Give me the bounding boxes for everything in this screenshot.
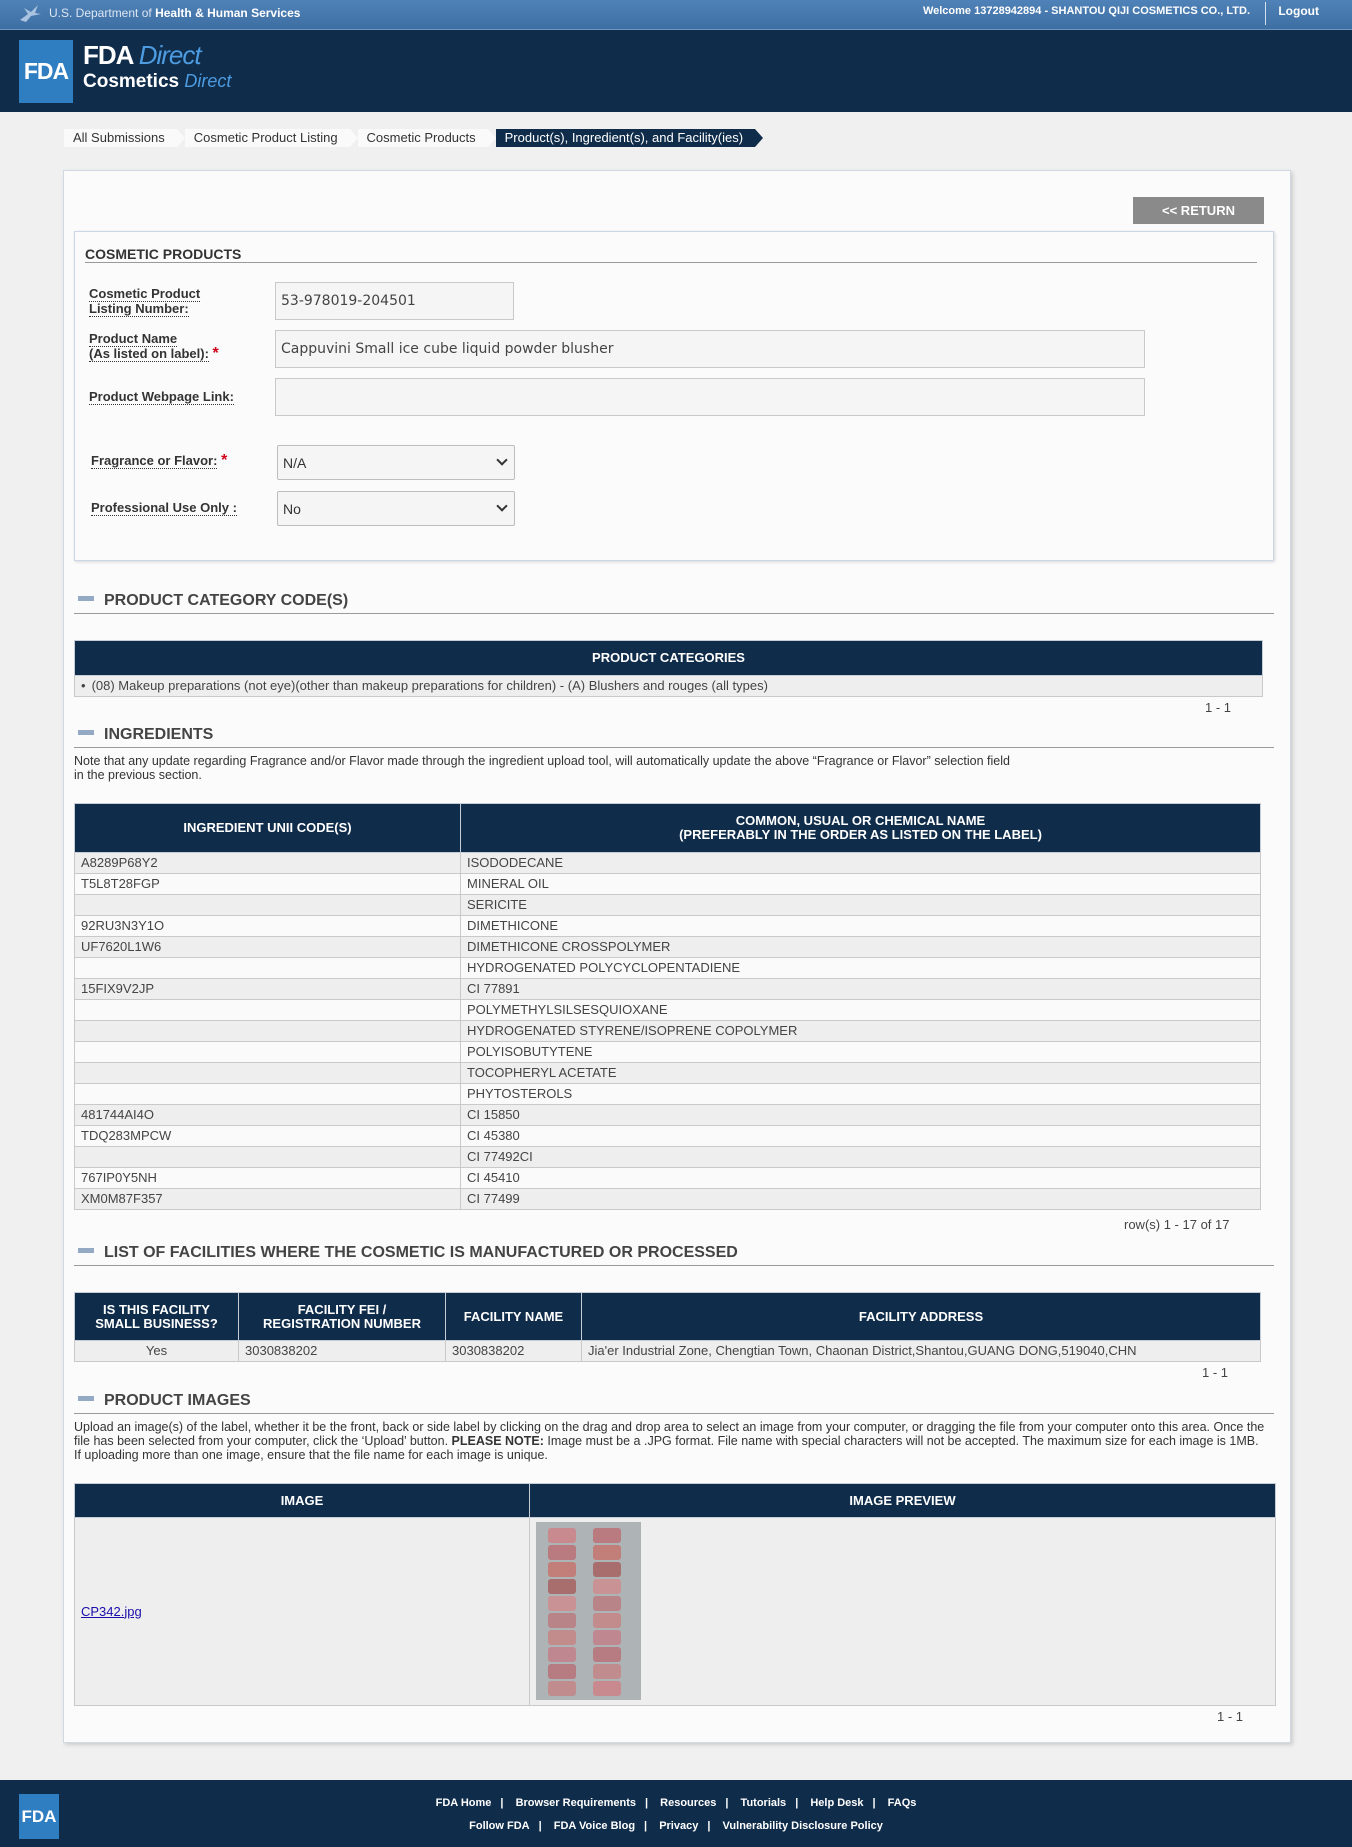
facilities-table <box>74 1292 1261 1362</box>
welcome-text: Welcome 13728942894 - SHANTOU QIJI COSMETICS CO., LTD. <box>922 5 1250 17</box>
product-bottle-thumbnail <box>548 1613 576 1628</box>
table-row <box>75 853 1261 874</box>
product-bottle-thumbnail <box>548 1647 576 1662</box>
images-pager: 1 - 1 <box>1217 1709 1244 1724</box>
ingredient-unii-code: 15FIX9V2JP <box>75 979 461 1000</box>
ingredient-name: HYDROGENATED POLYCYCLOPENTADIENE <box>461 958 1261 979</box>
listing-number-field[interactable]: 53-978019-204501 <box>275 282 514 320</box>
ingredient-unii-code <box>75 1042 461 1063</box>
ingredient-name: DIMETHICONE <box>461 916 1261 937</box>
product-bottle-thumbnail <box>593 1664 621 1679</box>
category-item: • (08) Makeup preparations (not eye)(other than makeup preparations for children) - (A) Blushers and rouges (all types) <box>75 676 1263 697</box>
ingredient-unii-code <box>75 1147 461 1168</box>
ingredients-body <box>75 853 1261 1210</box>
facility-address: Jia'er Industrial Zone, Chengtian Town, Chaonan District,Shantou,GUANG DONG,519040,CHN <box>582 1341 1261 1362</box>
webpage-link-label: Product Webpage Link: <box>89 389 234 404</box>
table-row <box>75 1084 1261 1105</box>
table-row <box>75 1189 1261 1210</box>
ingredient-unii-code: TDQ283MPCW <box>75 1126 461 1147</box>
facility-fei: 3030838202 <box>239 1341 446 1362</box>
ingredient-name: CI 77499 <box>461 1189 1261 1210</box>
column-header-facility-name: FACILITY NAME <box>446 1293 582 1341</box>
column-header-image: IMAGE <box>75 1484 530 1518</box>
ingredients-table <box>74 803 1261 1210</box>
footer-link-follow-fda[interactable]: Follow FDA <box>469 1820 530 1832</box>
product-bottle-thumbnail <box>593 1596 621 1611</box>
section-divider <box>74 1413 1274 1414</box>
ingredient-unii-code <box>75 958 461 979</box>
footer-link-vulnerability-disclosure[interactable]: Vulnerability Disclosure Policy <box>722 1820 883 1832</box>
footer-links-row1: FDA Home | Browser Requirements | Resources | Tutorials | Help Desk | FAQs <box>435 1797 917 1809</box>
ingredient-name: POLYMETHYLSILSESQUIOXANE <box>461 1000 1261 1021</box>
collapse-icon <box>78 1248 94 1253</box>
section-divider <box>74 1265 1274 1266</box>
product-bottle-thumbnail <box>593 1613 621 1628</box>
column-header-categories: PRODUCT CATEGORIES <box>75 641 1263 676</box>
column-header-fei: FACILITY FEI / REGISTRATION NUMBER <box>239 1293 446 1341</box>
table-row <box>75 1168 1261 1189</box>
ingredient-unii-code <box>75 1084 461 1105</box>
footer-links-row2: Follow FDA | FDA Voice Blog | Privacy | Vulnerability Disclosure Policy <box>469 1820 883 1832</box>
images-section-heading[interactable]: PRODUCT IMAGES <box>78 1392 251 1410</box>
product-bottle-thumbnail <box>593 1681 621 1696</box>
product-name-field[interactable]: Cappuvini Small ice cube liquid powder blusher <box>275 330 1145 368</box>
cosmetics-direct-logo[interactable]: FDA Direct Cosmetics Direct <box>83 40 232 92</box>
footer-link-tutorials[interactable]: Tutorials <box>740 1797 787 1809</box>
column-header-facility-address: FACILITY ADDRESS <box>582 1293 1261 1341</box>
table-row <box>75 1021 1261 1042</box>
ingredient-unii-code: XM0M87F357 <box>75 1189 461 1210</box>
ingredient-name: DIMETHICONE CROSSPOLYMER <box>461 937 1261 958</box>
image-file-cell <box>75 1518 530 1706</box>
ingredient-unii-code <box>75 1021 461 1042</box>
category-section-heading[interactable]: PRODUCT CATEGORY CODE(S) <box>78 592 348 610</box>
product-bottle-thumbnail <box>548 1528 576 1543</box>
footer-link-resources[interactable]: Resources <box>660 1797 717 1809</box>
facility-small-business: Yes <box>75 1341 239 1362</box>
brand-header <box>0 29 1352 112</box>
ingredient-unii-code: UF7620L1W6 <box>75 937 461 958</box>
hhs-top-bar <box>0 0 1352 29</box>
footer-link-browser-requirements[interactable]: Browser Requirements <box>515 1797 636 1809</box>
breadcrumb <box>64 129 763 147</box>
collapse-icon <box>78 596 94 601</box>
footer-link-help-desk[interactable]: Help Desk <box>810 1797 864 1809</box>
ingredient-name: TOCOPHERYL ACETATE <box>461 1063 1261 1084</box>
images-table <box>74 1483 1276 1706</box>
table-row <box>75 895 1261 916</box>
column-header-small-business: IS THIS FACILITY SMALL BUSINESS? <box>75 1293 239 1341</box>
column-header-unii: INGREDIENT UNII CODE(S) <box>75 804 461 853</box>
header-divider <box>1265 2 1266 25</box>
product-bottle-thumbnail <box>593 1545 621 1560</box>
categories-table <box>74 640 1263 697</box>
image-preview-cell <box>530 1518 1276 1706</box>
section-divider <box>74 747 1274 748</box>
ingredients-note: Note that any update regarding Fragrance and/or Flavor made through the ingredient upload tool, will automatically update the above “Fragrance or Flavor” selection field in the previous section. <box>74 754 1010 782</box>
ingredient-name: POLYISOBUTYTENE <box>461 1042 1261 1063</box>
product-bottle-thumbnail <box>548 1562 576 1577</box>
product-bottle-thumbnail <box>593 1579 621 1594</box>
ingredient-unii-code: 481744AI4O <box>75 1105 461 1126</box>
table-row <box>75 1341 1261 1362</box>
logout-link[interactable]: Logout <box>1278 4 1319 18</box>
section-divider <box>85 262 1257 263</box>
footer-link-fda-home[interactable]: FDA Home <box>435 1797 492 1809</box>
image-file-link[interactable]: CP342.jpg <box>81 1603 142 1619</box>
ingredient-name: HYDROGENATED STYRENE/ISOPRENE COPOLYMER <box>461 1021 1261 1042</box>
table-row <box>75 937 1261 958</box>
breadcrumb-current: Product(s), Ingredient(s), and Facility(ies) <box>496 129 755 147</box>
product-bottle-thumbnail <box>593 1528 621 1543</box>
ingredient-name: SERICITE <box>461 895 1261 916</box>
table-row <box>75 1042 1261 1063</box>
product-bottle-thumbnail <box>548 1545 576 1560</box>
ingredient-unii-code: A8289P68Y2 <box>75 853 461 874</box>
ingredient-unii-code: 92RU3N3Y1O <box>75 916 461 937</box>
ingredient-unii-code: 767IP0Y5NH <box>75 1168 461 1189</box>
footer-link-voice-blog[interactable]: FDA Voice Blog <box>553 1820 636 1832</box>
ingredient-unii-code: T5L8T28FGP <box>75 874 461 895</box>
hhs-eagle-icon <box>18 4 42 24</box>
breadcrumb-cosmetic-products[interactable]: Cosmetic Products <box>358 129 488 147</box>
table-row <box>75 1000 1261 1021</box>
ingredient-unii-code <box>75 1063 461 1084</box>
collapse-icon <box>78 1396 94 1401</box>
ingredient-name: CI 15850 <box>461 1105 1261 1126</box>
fragrance-label: Fragrance or Flavor: * <box>91 452 228 469</box>
ingredients-section-heading[interactable]: INGREDIENTS <box>78 726 213 744</box>
chevron-down-icon <box>496 454 507 465</box>
ingredient-name: PHYTOSTEROLS <box>461 1084 1261 1105</box>
ingredient-name: CI 77492CI <box>461 1147 1261 1168</box>
table-row <box>75 1126 1261 1147</box>
column-header-chemical-name: COMMON, USUAL OR CHEMICAL NAME (PREFERABLY IN THE ORDER AS LISTED ON THE LABEL) <box>461 804 1261 853</box>
collapse-icon <box>78 730 94 735</box>
product-bottle-thumbnail <box>593 1630 621 1645</box>
table-row <box>75 979 1261 1000</box>
footer-link-faqs[interactable]: FAQs <box>887 1797 917 1809</box>
listing-number-label: Cosmetic Product Listing Number: <box>89 286 201 316</box>
images-note: Upload an image(s) of the label, whether it be the front, back or side label by clicking on the drag and drop area to select an image from your computer, or dragging the file from your computer onto this area. Once the file has been selected from your computer, click the ‘Upload’ button. PLEASE NOTE: Image must be a .JPG format. File name with special characters will not be accepted. The maximum size for each image is 1MB. If uploading more than one image, ensure that the file name for each image is unique. <box>74 1420 1265 1462</box>
breadcrumb-all-submissions[interactable]: All Submissions <box>64 129 177 147</box>
breadcrumb-cosmetic-product-listing[interactable]: Cosmetic Product Listing <box>185 129 350 147</box>
product-bottle-thumbnail <box>548 1579 576 1594</box>
facility-name: 3030838202 <box>446 1341 582 1362</box>
facilities-section-heading[interactable]: LIST OF FACILITIES WHERE THE COSMETIC IS MANUFACTURED OR PROCESSED <box>78 1244 738 1262</box>
hhs-label: U.S. Department of Health & Human Services <box>49 6 301 20</box>
product-bottle-thumbnail <box>548 1630 576 1645</box>
footer-link-privacy[interactable]: Privacy <box>659 1820 699 1832</box>
table-row <box>75 874 1261 895</box>
fragrance-select[interactable]: N/A <box>277 445 515 480</box>
section-divider <box>74 613 1274 614</box>
professional-use-label: Professional Use Only : <box>91 500 237 515</box>
ingredient-name: CI 45380 <box>461 1126 1261 1147</box>
product-image-preview[interactable] <box>536 1522 641 1700</box>
ingredients-pager: row(s) 1 - 17 of 17 <box>1124 1217 1230 1232</box>
ingredient-name: ISODODECANE <box>461 853 1261 874</box>
categories-pager: 1 - 1 <box>1205 700 1232 715</box>
return-button[interactable]: << RETURN <box>1133 197 1264 224</box>
ingredient-unii-code <box>75 1000 461 1021</box>
chevron-down-icon <box>496 500 507 511</box>
product-name-label: Product Name (As listed on label): * <box>89 331 219 362</box>
webpage-link-field[interactable] <box>275 378 1145 416</box>
ingredient-name: CI 77891 <box>461 979 1261 1000</box>
column-header-image-preview: IMAGE PREVIEW <box>530 1484 1276 1518</box>
product-bottle-thumbnail <box>548 1596 576 1611</box>
facilities-pager: 1 - 1 <box>1202 1365 1229 1380</box>
table-row <box>75 1518 1276 1706</box>
ingredient-unii-code <box>75 895 461 916</box>
product-bottle-thumbnail <box>548 1681 576 1696</box>
fda-logo[interactable]: FDA <box>19 40 73 103</box>
product-bottle-thumbnail <box>593 1647 621 1662</box>
ingredient-name: MINERAL OIL <box>461 874 1261 895</box>
professional-use-select[interactable]: No <box>277 491 515 526</box>
ingredient-name: CI 45410 <box>461 1168 1261 1189</box>
product-bottle-thumbnail <box>548 1664 576 1679</box>
table-row <box>75 1147 1261 1168</box>
table-row <box>75 1105 1261 1126</box>
cosmetic-products-heading: COSMETIC PRODUCTS <box>85 246 242 262</box>
product-bottle-thumbnail <box>593 1562 621 1577</box>
table-row <box>75 1063 1261 1084</box>
table-row <box>75 916 1261 937</box>
footer <box>0 1780 1352 1847</box>
footer-fda-logo: FDA <box>19 1794 59 1839</box>
table-row <box>75 958 1261 979</box>
